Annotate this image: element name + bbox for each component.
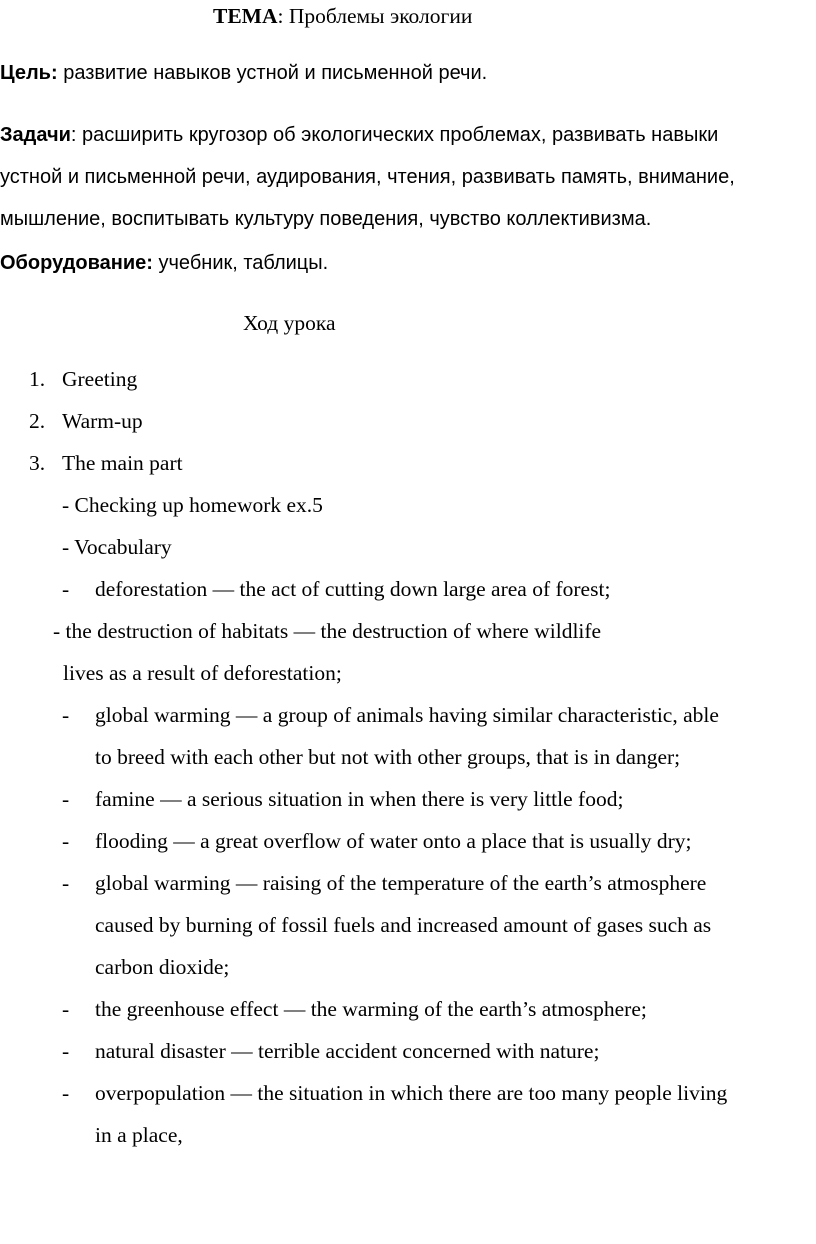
tasks-line-1 xyxy=(0,122,718,148)
tasks-text-1: : расширить кругозор об экологических проблемах, развивать навыки xyxy=(70,124,719,146)
step-number: 3. xyxy=(29,451,46,475)
bullet-dash: - xyxy=(62,787,70,811)
step-number: 1. xyxy=(29,367,46,391)
step-label: Greeting xyxy=(62,367,138,391)
lesson-title: Ход урока xyxy=(243,311,336,335)
goal-label: Цель: xyxy=(0,62,58,84)
vocab-text-cont: in a place, xyxy=(95,1123,183,1147)
vocab-entry-habitats: - the destruction of habitats — the destruction of where wildlife xyxy=(53,619,602,643)
vocab-text: deforestation — the act of cutting down large area of forest; xyxy=(95,577,611,601)
step-label: Warm-up xyxy=(62,409,143,433)
bullet-dash: - xyxy=(62,703,70,727)
bullet-dash: - xyxy=(62,871,70,895)
vocab-text: flooding — a great overflow of water onto a place that is usually dry; xyxy=(95,829,692,853)
bullet-dash: - xyxy=(62,1039,70,1063)
step-label: The main part xyxy=(62,451,183,475)
vocab-text: natural disaster — terrible accident concerned with nature; xyxy=(95,1039,600,1063)
goal-value: развитие навыков устной и письменной речи. xyxy=(57,62,488,84)
bullet-dash: - xyxy=(62,577,70,601)
bullet-dash: - xyxy=(62,997,70,1021)
equipment-line xyxy=(0,250,328,276)
homework-item: - Checking up homework ex.5 xyxy=(62,493,323,517)
tasks-label: Задачи xyxy=(0,124,71,146)
bullet-dash: - xyxy=(62,1081,70,1105)
topic-label: ТЕМА xyxy=(213,4,278,28)
vocab-text: famine — a serious situation in when there is very little food; xyxy=(95,787,624,811)
vocab-text: the greenhouse effect — the warming of the earth’s atmosphere; xyxy=(95,997,647,1021)
vocab-text: global warming — raising of the temperature of the earth’s atmosphere xyxy=(95,871,707,895)
vocab-text-cont: to breed with each other but not with other groups, that is in danger; xyxy=(95,745,681,769)
tasks-line-3: мышление, воспитывать культуру поведения, чувство коллективизма. xyxy=(0,208,652,230)
vocab-text: global warming — a group of animals having similar characteristic, able xyxy=(95,703,719,727)
tasks-line-2: устной и письменной речи, аудирования, чтения, развивать память, внимание, xyxy=(0,166,735,188)
equipment-value: учебник, таблицы. xyxy=(152,252,329,274)
topic-value: : Проблемы экологии xyxy=(277,4,473,28)
vocabulary-item: - Vocabulary xyxy=(62,535,172,559)
vocab-text-cont: carbon dioxide; xyxy=(95,955,230,979)
step-number: 2. xyxy=(29,409,46,433)
topic-line xyxy=(213,3,472,29)
vocab-text-cont: caused by burning of fossil fuels and increased amount of gases such as xyxy=(95,913,712,937)
bullet-dash: - xyxy=(62,829,70,853)
vocab-entry-habitats-cont: lives as a result of deforestation; xyxy=(63,661,342,685)
goal-line xyxy=(0,60,487,86)
equipment-label: Оборудование: xyxy=(0,252,153,274)
vocab-text: overpopulation — the situation in which there are too many people living xyxy=(95,1081,728,1105)
